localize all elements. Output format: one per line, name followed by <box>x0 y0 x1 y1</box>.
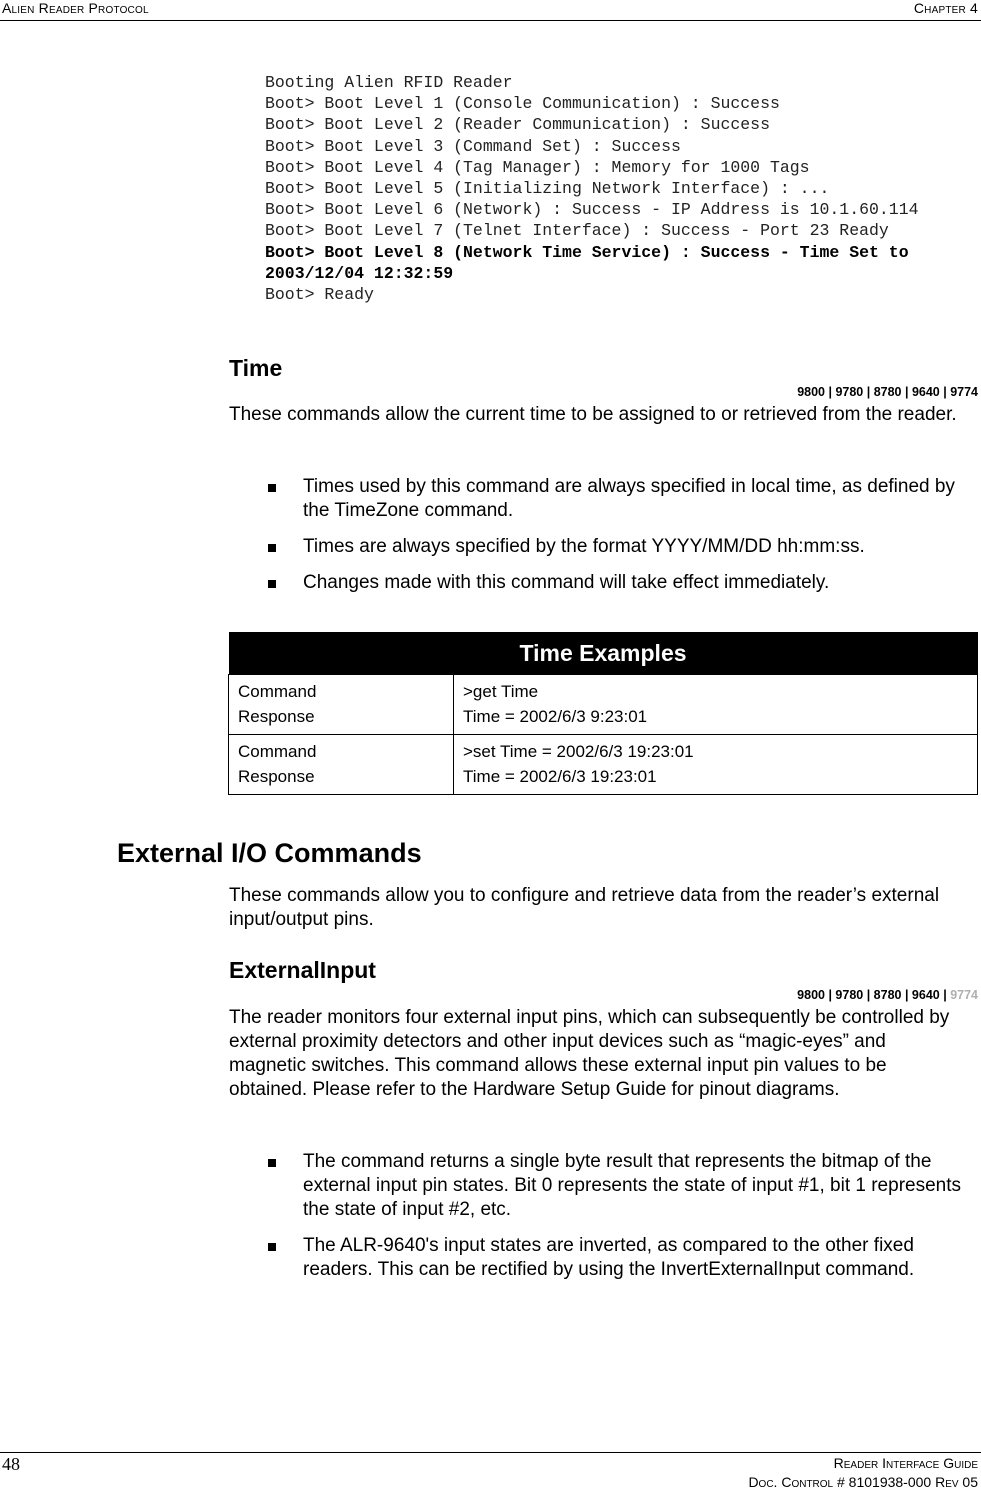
code-line-bold: Boot> Boot Level 8 (Network Time Service) : Success - Time Set to <box>265 242 909 262</box>
external-input-heading: ExternalInput <box>229 957 376 983</box>
external-input-supported-models: 9800 | 9780 | 8780 | 9640 | 9774 <box>797 988 978 1002</box>
footer-guide-title: Reader Interface Guide <box>833 1455 978 1471</box>
square-bullet-icon <box>268 484 276 492</box>
footer-rule <box>0 1452 981 1453</box>
unsupported-model: 9774 <box>950 988 978 1002</box>
table-cell-values: >set Time = 2002/6/3 19:23:01 Time = 2002/6/3 19:23:01 <box>454 735 978 795</box>
time-intro: These commands allow the current time to be assigned to or retrieved from the reader. <box>229 404 957 425</box>
external-input-intro: The reader monitors four external input pins, which can subsequently be controlled by external proximity detectors and other input devices such as “magic-eyes” and magnetic switches. This command allows these external input pin values to be obtained. Please refer to the Hardware Setup Guide for pinout diagrams. <box>229 1007 950 1100</box>
time-examples-table <box>228 632 978 795</box>
time-supported-models: 9800 | 9780 | 8780 | 9640 | 9774 <box>797 385 978 399</box>
running-header-left: Alien Reader Protocol <box>2 0 149 16</box>
running-header-right: Chapter 4 <box>913 0 978 16</box>
table-cell-labels: Command Response <box>229 675 454 735</box>
page-number: 48 <box>2 1454 20 1474</box>
code-line: Boot> Boot Level 6 (Network) : Success - IP Address is 10.1.60.114 <box>265 200 919 220</box>
code-line: Booting Alien RFID Reader <box>265 73 513 92</box>
list-item: Changes made with this command will take effect immediately. <box>268 571 978 595</box>
code-line: Boot> Boot Level 2 (Reader Communication) : Success <box>265 115 770 135</box>
boot-log-code-block <box>265 72 975 305</box>
list-item: The ALR-9640's input states are inverted, as compared to the other fixed readers. This can be rectified by using the InvertExternalInput command. <box>268 1234 978 1282</box>
square-bullet-icon <box>268 1243 276 1251</box>
list-item: Times used by this command are always specified in local time, as defined by the TimeZone command. <box>268 475 978 523</box>
external-io-heading: External I/O Commands <box>117 838 422 868</box>
code-line: Boot> Ready <box>265 285 374 305</box>
square-bullet-icon <box>268 580 276 588</box>
list-item: The command returns a single byte result that represents the bitmap of the external input pin states. Bit 0 represents the state of input #1, bit 1 represents the state of input #2, etc. <box>268 1150 978 1222</box>
table-cell-labels: Command Response <box>229 735 454 795</box>
table-title: Time Examples <box>229 632 978 675</box>
time-bullet-list <box>268 475 978 607</box>
header-rule <box>0 20 981 21</box>
time-heading: Time <box>229 355 283 381</box>
code-line: Boot> Boot Level 3 (Command Set) : Success <box>265 136 681 156</box>
code-line: Boot> Boot Level 7 (Telnet Interface) : Success - Port 23 Ready <box>265 221 889 241</box>
external-io-intro: These commands allow you to configure and retrieve data from the reader’s external input/output pins. <box>229 885 940 930</box>
list-item: Times are always specified by the format YYYY/MM/DD hh:mm:ss. <box>268 535 978 559</box>
square-bullet-icon <box>268 1159 276 1167</box>
external-input-bullet-list <box>268 1150 978 1294</box>
square-bullet-icon <box>268 544 276 552</box>
code-line: Boot> Boot Level 4 (Tag Manager) : Memory for 1000 Tags <box>265 157 810 177</box>
code-line: Boot> Boot Level 5 (Initializing Network Interface) : ... <box>265 179 830 199</box>
table-row <box>229 675 978 735</box>
code-line: Boot> Boot Level 1 (Console Communication) : Success <box>265 94 780 114</box>
code-line-bold: 2003/12/04 12:32:59 <box>265 263 454 283</box>
table-cell-values: >get Time Time = 2002/6/3 9:23:01 <box>454 675 978 735</box>
footer-doc-control: Doc. Control # 8101938-000 Rev 05 <box>748 1474 978 1490</box>
table-row <box>229 735 978 795</box>
